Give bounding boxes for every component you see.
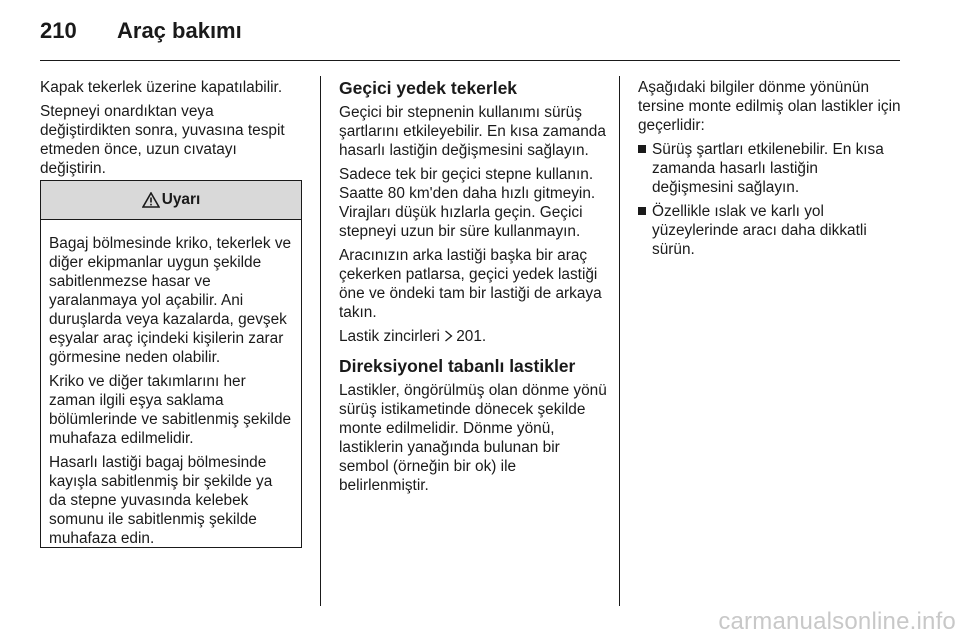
reference-link[interactable]: 201.	[456, 328, 487, 345]
column-divider	[320, 76, 321, 606]
paragraph: Aşağıdaki bilgiler dönme yönünün tersine monte edilmiş olan lastikler için geçerlidir:	[638, 79, 901, 134]
page-number: 210	[40, 18, 77, 43]
warning-paragraph: Kriko ve diğer takımlarını her zaman ilgili eşya saklama bölümlerinde ve sabitlenmiş şekilde muhafaza edilmelidir.	[49, 373, 292, 447]
paragraph: Geçici bir stepnenin kullanımı sürüş şartlarını etkileyebilir. En kısa zamanda hasarlı lastiğin değişmesini sağlayın.	[339, 104, 606, 159]
bullet-item	[638, 202, 902, 259]
paragraph: Stepneyi onardıktan veya değiştirdikten sonra, yuvasına tespit etmeden önce, uzun cıvatayı değiştirin.	[40, 103, 285, 177]
column-right	[638, 78, 902, 264]
warning-paragraph: Hasarlı lastiği bagaj bölmesinde kayışla sabitlenmiş bir şekilde ya da stepne yuvasında kelebek somunu ile sabitlenmiş şekilde muhafaza edin.	[49, 454, 273, 547]
paragraph	[339, 327, 607, 346]
page-title: Araç bakımı	[117, 18, 242, 43]
section-heading: Direksiyonel tabanlı lastikler	[339, 356, 576, 376]
column-middle	[339, 78, 607, 500]
column-divider	[619, 76, 620, 606]
page-reference-icon	[444, 330, 453, 342]
warning-paragraph: Bagaj bölmesinde kriko, tekerlek ve diğer ekipmanlar uygun şekilde sabitlenmezse hasar ve yaralanmaya yol açabilir. Ani duruşlarda veya kazalarda, gevşek eşyalar araç içindeki kişilerin zarar görmesine neden olabilir.	[49, 235, 292, 366]
warning-body	[41, 220, 301, 548]
paragraph: Kapak tekerlek üzerine kapatılabilir.	[40, 79, 283, 96]
paragraph: Sadece tek bir geçici stepne kullanın. Saatte 80 km'den daha hızlı gitmeyin. Virajları düşük hızlarla geçin. Geçici stepneyi uzun bir süre kullanmayın.	[339, 166, 596, 240]
warning-title: Uyarı	[161, 191, 201, 208]
bullet-square-icon	[638, 207, 646, 215]
column-left	[40, 78, 304, 183]
bullet-text: Sürüş şartları etkilenebilir. En kısa zamanda hasarlı lastiğin değişmesini sağlayın.	[652, 141, 884, 196]
reference-text: Lastik zincirleri	[339, 328, 440, 345]
watermark: carmanualsonline.info	[718, 608, 956, 635]
bullet-text: Özellikle ıslak ve karlı yol yüzeylerinde aracı daha dikkatli sürün.	[652, 203, 867, 258]
warning-triangle-icon	[142, 192, 160, 208]
header-rule	[40, 60, 900, 61]
paragraph: Lastikler, öngörülmüş olan dönme yönü sürüş istikametinde dönecek şekilde monte edilmelidir. Dönme yönü, lastiklerin yanağında bulunan bir sembol (örneğin bir ok) ile belirlenmiştir.	[339, 382, 607, 494]
warning-box	[40, 180, 302, 548]
paragraph: Aracınızın arka lastiği başka bir araç çekerken patlarsa, geçici yedek lastiği öne ve öndeki tam bir lastiği de arkaya takın.	[339, 247, 602, 321]
warning-header	[41, 181, 301, 220]
bullet-item	[638, 140, 902, 197]
section-heading: Geçici yedek tekerlek	[339, 78, 518, 98]
bullet-square-icon	[638, 145, 646, 153]
